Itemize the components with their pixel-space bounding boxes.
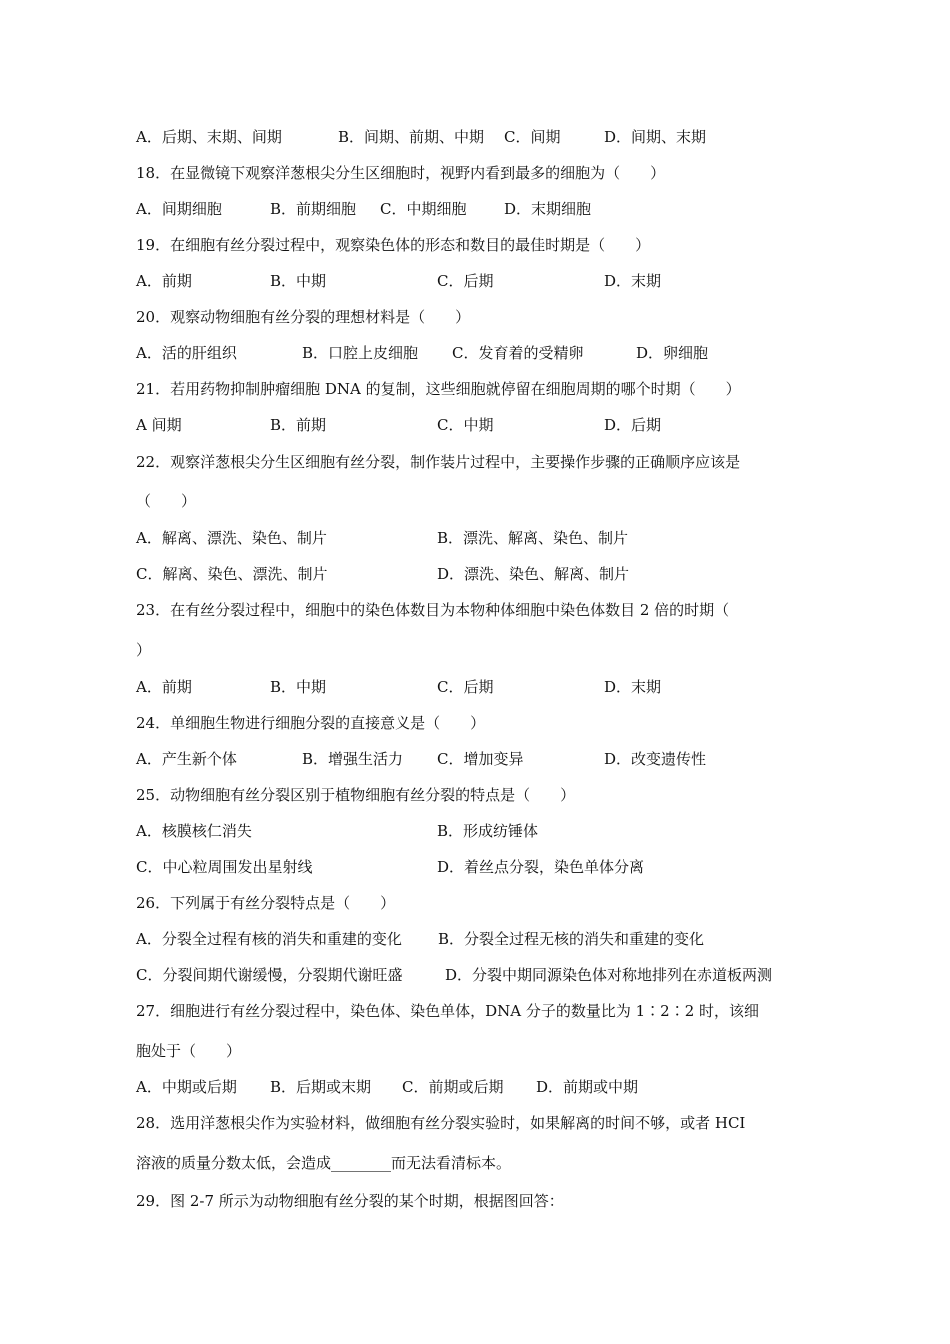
option-c: C．增加变异 bbox=[437, 750, 524, 768]
option-c: C．中心粒周围发出星射线 bbox=[136, 858, 313, 876]
question-20: 20．观察动物细胞有丝分裂的理想材料是（ ） bbox=[136, 308, 471, 326]
option-d: D．间期、末期 bbox=[604, 128, 707, 146]
option-d: D．末期 bbox=[604, 678, 662, 696]
option-b: B．中期 bbox=[270, 272, 327, 290]
option-d: D．前期或中期 bbox=[536, 1078, 639, 1096]
option-c: C．解离、染色、漂洗、制片 bbox=[136, 565, 328, 583]
option-d: D．末期 bbox=[604, 272, 662, 290]
option-c: C．中期细胞 bbox=[380, 200, 467, 218]
option-c: C．后期 bbox=[437, 678, 494, 696]
option-a: A．中期或后期 bbox=[136, 1078, 237, 1096]
option-a: A．活的肝组织 bbox=[136, 344, 237, 362]
option-d: D．改变遗传性 bbox=[604, 750, 707, 768]
option-c: C．分裂间期代谢缓慢，分裂期代谢旺盛 bbox=[136, 966, 403, 984]
option-a: A 间期 bbox=[136, 416, 182, 434]
question-22: 22．观察洋葱根尖分生区细胞有丝分裂，制作装片过程中，主要操作步骤的正确顺序应该是 bbox=[136, 453, 741, 471]
option-b: B．口腔上皮细胞 bbox=[302, 344, 419, 362]
option-b: B．形成纺锤体 bbox=[437, 822, 539, 840]
question-25: 25．动物细胞有丝分裂区别于植物细胞有丝分裂的特点是（ ） bbox=[136, 786, 576, 804]
option-b: B．前期 bbox=[270, 416, 327, 434]
question-27-cont: 胞处于（ ） bbox=[136, 1042, 242, 1060]
option-b: B．漂洗、解离、染色、制片 bbox=[437, 529, 629, 547]
option-c: C．后期 bbox=[437, 272, 494, 290]
option-a: A．后期、末期、间期 bbox=[136, 128, 282, 146]
option-b: B．后期或末期 bbox=[270, 1078, 372, 1096]
option-a: A．核膜核仁消失 bbox=[136, 822, 252, 840]
question-26: 26．下列属于有丝分裂特点是（ ） bbox=[136, 894, 396, 912]
option-a: A．分裂全过程有核的消失和重建的变化 bbox=[136, 930, 402, 948]
option-c: C．中期 bbox=[437, 416, 494, 434]
option-a: A．产生新个体 bbox=[136, 750, 237, 768]
option-a: A．间期细胞 bbox=[136, 200, 222, 218]
option-b: B．间期、前期、中期 bbox=[338, 128, 485, 146]
option-d: D．漂洗、染色、解离、制片 bbox=[437, 565, 630, 583]
option-c: C．前期或后期 bbox=[402, 1078, 504, 1096]
question-19: 19．在细胞有丝分裂过程中，观察染色体的形态和数目的最佳时期是（ ） bbox=[136, 236, 651, 254]
question-22-blank: （ ） bbox=[136, 492, 197, 510]
question-24: 24．单细胞生物进行细胞分裂的直接意义是（ ） bbox=[136, 714, 486, 732]
question-23: 23．在有丝分裂过程中，细胞中的染色体数目为本物种体细胞中染色体数目 2 倍的时期（ bbox=[136, 601, 730, 619]
question-29: 29．图 2-7 所示为动物细胞有丝分裂的某个时期，根据图回答： bbox=[136, 1192, 564, 1210]
question-18: 18．在显微镜下观察洋葱根尖分生区细胞时，视野内看到最多的细胞为（ ） bbox=[136, 164, 666, 182]
option-b: B．前期细胞 bbox=[270, 200, 357, 218]
question-21: 21．若用药物抑制肿瘤细胞 DNA 的复制，这些细胞就停留在细胞周期的哪个时期（ ） bbox=[136, 380, 741, 398]
question-23-blank: ） bbox=[136, 641, 152, 659]
question-28-cont: 溶液的质量分数太低，会造成________而无法看清标本。 bbox=[136, 1154, 512, 1172]
option-a: A．解离、漂洗、染色、制片 bbox=[136, 529, 327, 547]
option-d: D．末期细胞 bbox=[504, 200, 592, 218]
option-d: D．卵细胞 bbox=[636, 344, 709, 362]
question-28: 28．选用洋葱根尖作为实验材料，做细胞有丝分裂实验时，如果解离的时间不够，或者 HCI bbox=[136, 1114, 746, 1132]
question-27: 27．细胞进行有丝分裂过程中，染色体、染色单体，DNA 分子的数量比为 1∶2∶2 时，该细 bbox=[136, 1002, 760, 1020]
option-c: C．发育着的受精卵 bbox=[452, 344, 584, 362]
option-d: D．后期 bbox=[604, 416, 662, 434]
option-c: C．间期 bbox=[504, 128, 561, 146]
option-b: B．增强生活力 bbox=[302, 750, 404, 768]
option-a: A．前期 bbox=[136, 678, 192, 696]
option-b: B．中期 bbox=[270, 678, 327, 696]
option-d: D．分裂中期同源染色体对称地排列在赤道板两测 bbox=[445, 966, 773, 984]
option-a: A．前期 bbox=[136, 272, 192, 290]
option-b: B．分裂全过程无核的消失和重建的变化 bbox=[438, 930, 705, 948]
option-d: D．着丝点分裂，染色单体分离 bbox=[437, 858, 645, 876]
